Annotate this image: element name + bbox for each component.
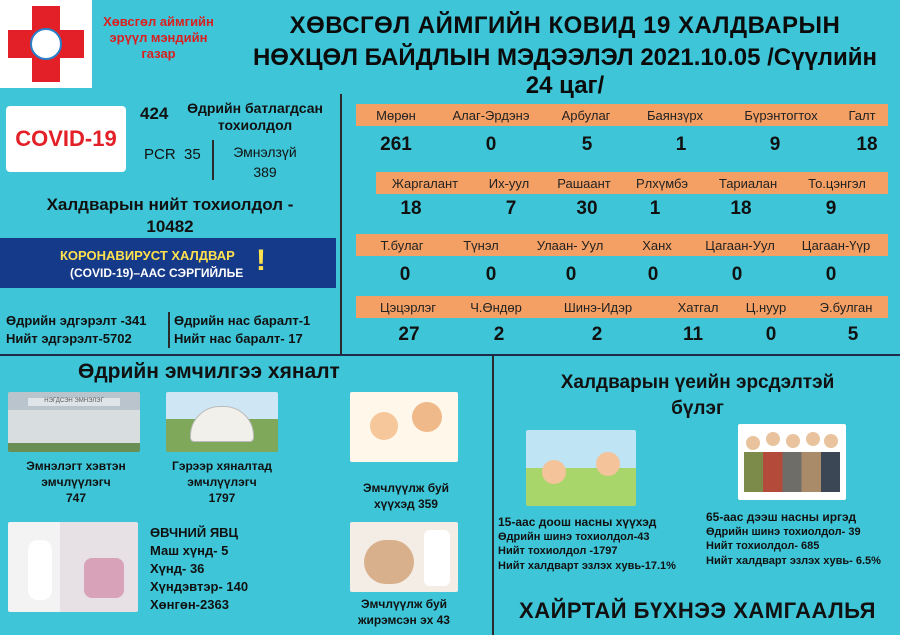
- district-value: 261: [380, 134, 412, 155]
- district-name: Тариалан: [718, 176, 778, 191]
- clinical-count: Эмнэлзүй 389: [233, 144, 297, 180]
- young-group-stats: 15-аас доош насны хүүхэд Өдрийн шинэ тохиолдол-43 Нийт тохиолдол -1797 Нийт халдварт эзлэх хувь-17.1%: [498, 515, 676, 572]
- district-name: Э.булган: [819, 300, 873, 315]
- district-name: Т.булаг: [380, 238, 424, 253]
- district-value: 0: [399, 264, 411, 285]
- district-name: Бүрэнтогтох: [744, 108, 818, 123]
- district-value: 7: [505, 198, 517, 219]
- elderly-illustration: [738, 424, 846, 500]
- district-name: Их-уул: [488, 176, 530, 191]
- district-value: 18: [400, 198, 422, 219]
- daily-confirmed-label: Өдрийн батлагдсан тохиолдол: [187, 100, 323, 133]
- district-value: 5: [847, 324, 859, 345]
- children-reading-illustration: [526, 430, 636, 506]
- district-name: Баянзүрх: [646, 108, 704, 123]
- district-name: Ц.нуур: [745, 300, 787, 315]
- severity-list: ӨВЧНИЙ ЯВЦ Маш хүнд- 5 Хүнд- 36 Хүндэвтэр- 140 Хөнгөн-2363: [150, 525, 249, 612]
- org-name: Хөвсгөл аймгийн эрүүл мэндийн газар: [103, 14, 214, 61]
- section-divider: [492, 356, 494, 635]
- district-value: 2: [591, 324, 603, 345]
- hospital-photo: [8, 392, 140, 452]
- district-value: 0: [765, 324, 777, 345]
- district-name: Хатгал: [677, 300, 719, 315]
- total-cases: Халдварын нийт тохиолдол - 10482: [46, 195, 294, 236]
- district-value: 1: [675, 134, 687, 155]
- district-name: Цагаан-Уул: [705, 238, 775, 253]
- home-caption: Гэрээр хяналтад эмчлүүлэгч 1797: [172, 459, 272, 505]
- district-value: 30: [576, 198, 598, 219]
- district-name: Жаргалант: [391, 176, 459, 191]
- death-stats: Өдрийн нас баралт-1 Нийт нас баралт- 17: [174, 313, 311, 346]
- divider: [212, 140, 214, 180]
- building-sign: НЭГДСЭН ЭМНЭЛЭГ: [28, 398, 120, 406]
- slogan: ХАЙРТАЙ БҮХНЭЭ ХАМГААЛЬЯ: [519, 598, 876, 623]
- district-name: Улаан- Уул: [536, 238, 604, 253]
- district-name: Түнэл: [463, 238, 499, 253]
- district-name: Галт: [848, 108, 876, 123]
- district-value: 11: [682, 324, 704, 345]
- section-divider: [340, 94, 342, 356]
- district-value: 18: [856, 134, 878, 155]
- exclamation-icon: !: [256, 244, 266, 277]
- district-name: То.цэнгэл: [808, 176, 866, 191]
- recovery-stats: Өдрийн эдгэрэлт -341 Нийт эдгэрэлт-5702: [6, 313, 147, 346]
- district-name: Алаг-Эрдэнэ: [452, 108, 530, 123]
- district-name: Шинэ-Идэр: [563, 300, 633, 315]
- district-name: Цэцэрлэг: [379, 300, 437, 315]
- district-value: 0: [485, 134, 497, 155]
- daily-confirmed-value: 424: [140, 104, 169, 123]
- pcr-count: PCR 35: [144, 146, 201, 163]
- children-caption: Эмчлүүлж буй хүүхэд 359: [362, 481, 450, 511]
- elderly-group-stats: 65-аас дээш насны иргэд Өдрийн шинэ тохиолдол- 39 Нийт тохиолдол- 685 Нийт халдварт эзлэх хувь- 6.5%: [706, 510, 881, 567]
- district-name: Цагаан-Үүр: [801, 238, 871, 253]
- district-value: 18: [730, 198, 752, 219]
- mongolia-map-icon: [30, 28, 62, 60]
- district-name: Рлхүмбэ: [636, 176, 688, 191]
- patient-photo: [8, 522, 138, 612]
- hospital-caption: Эмнэлэгт хэвтэн эмчлүүлэгч 747: [26, 459, 126, 505]
- district-value: 0: [825, 264, 837, 285]
- section-divider: [0, 354, 900, 356]
- children-illustration: [350, 392, 458, 462]
- district-name: Мөрөн: [376, 108, 416, 123]
- treatment-title: Өдрийн эмчилгээ хяналт: [78, 360, 340, 383]
- prevention-banner: КОРОНАВИРУСТ ХАЛДВАР (COVID-19)–ААС СЭРГИЙЛЬЕ !: [0, 238, 336, 288]
- district-value: 27: [398, 324, 420, 345]
- district-name: Рашаант: [557, 176, 611, 191]
- divider: [168, 312, 170, 348]
- pregnant-photo: [350, 522, 458, 592]
- covid-badge: COVID-19: [6, 106, 126, 172]
- district-value: 0: [731, 264, 743, 285]
- district-value: 0: [565, 264, 577, 285]
- district-value: 2: [493, 324, 505, 345]
- page-title-line1: ХӨВСГӨЛ АЙМГИЙН КОВИД 19 ХАЛДВАРЫН: [289, 12, 841, 39]
- district-name: Ч.Өндөр: [470, 300, 522, 315]
- district-value: 9: [825, 198, 837, 219]
- district-value: 1: [649, 198, 661, 219]
- district-name: Арбулаг: [561, 108, 611, 123]
- district-name: Ханх: [642, 238, 672, 253]
- health-department-logo: [0, 0, 92, 88]
- district-value: 0: [485, 264, 497, 285]
- district-value: 5: [581, 134, 593, 155]
- page-title-line2: НӨХЦӨЛ БАЙДЛЫН МЭДЭЭЛЭЛ 2021.10.05 /Сүүлийн 24 цаг/: [252, 44, 878, 99]
- ger-photo: [166, 392, 278, 452]
- district-value: 9: [769, 134, 781, 155]
- pregnant-caption: Эмчлүүлж буй жирэмсэн эх 43: [358, 597, 450, 627]
- district-value: 0: [647, 264, 659, 285]
- risk-title: Халдварын үеийн эрсдэлтэй бүлэг: [560, 372, 835, 419]
